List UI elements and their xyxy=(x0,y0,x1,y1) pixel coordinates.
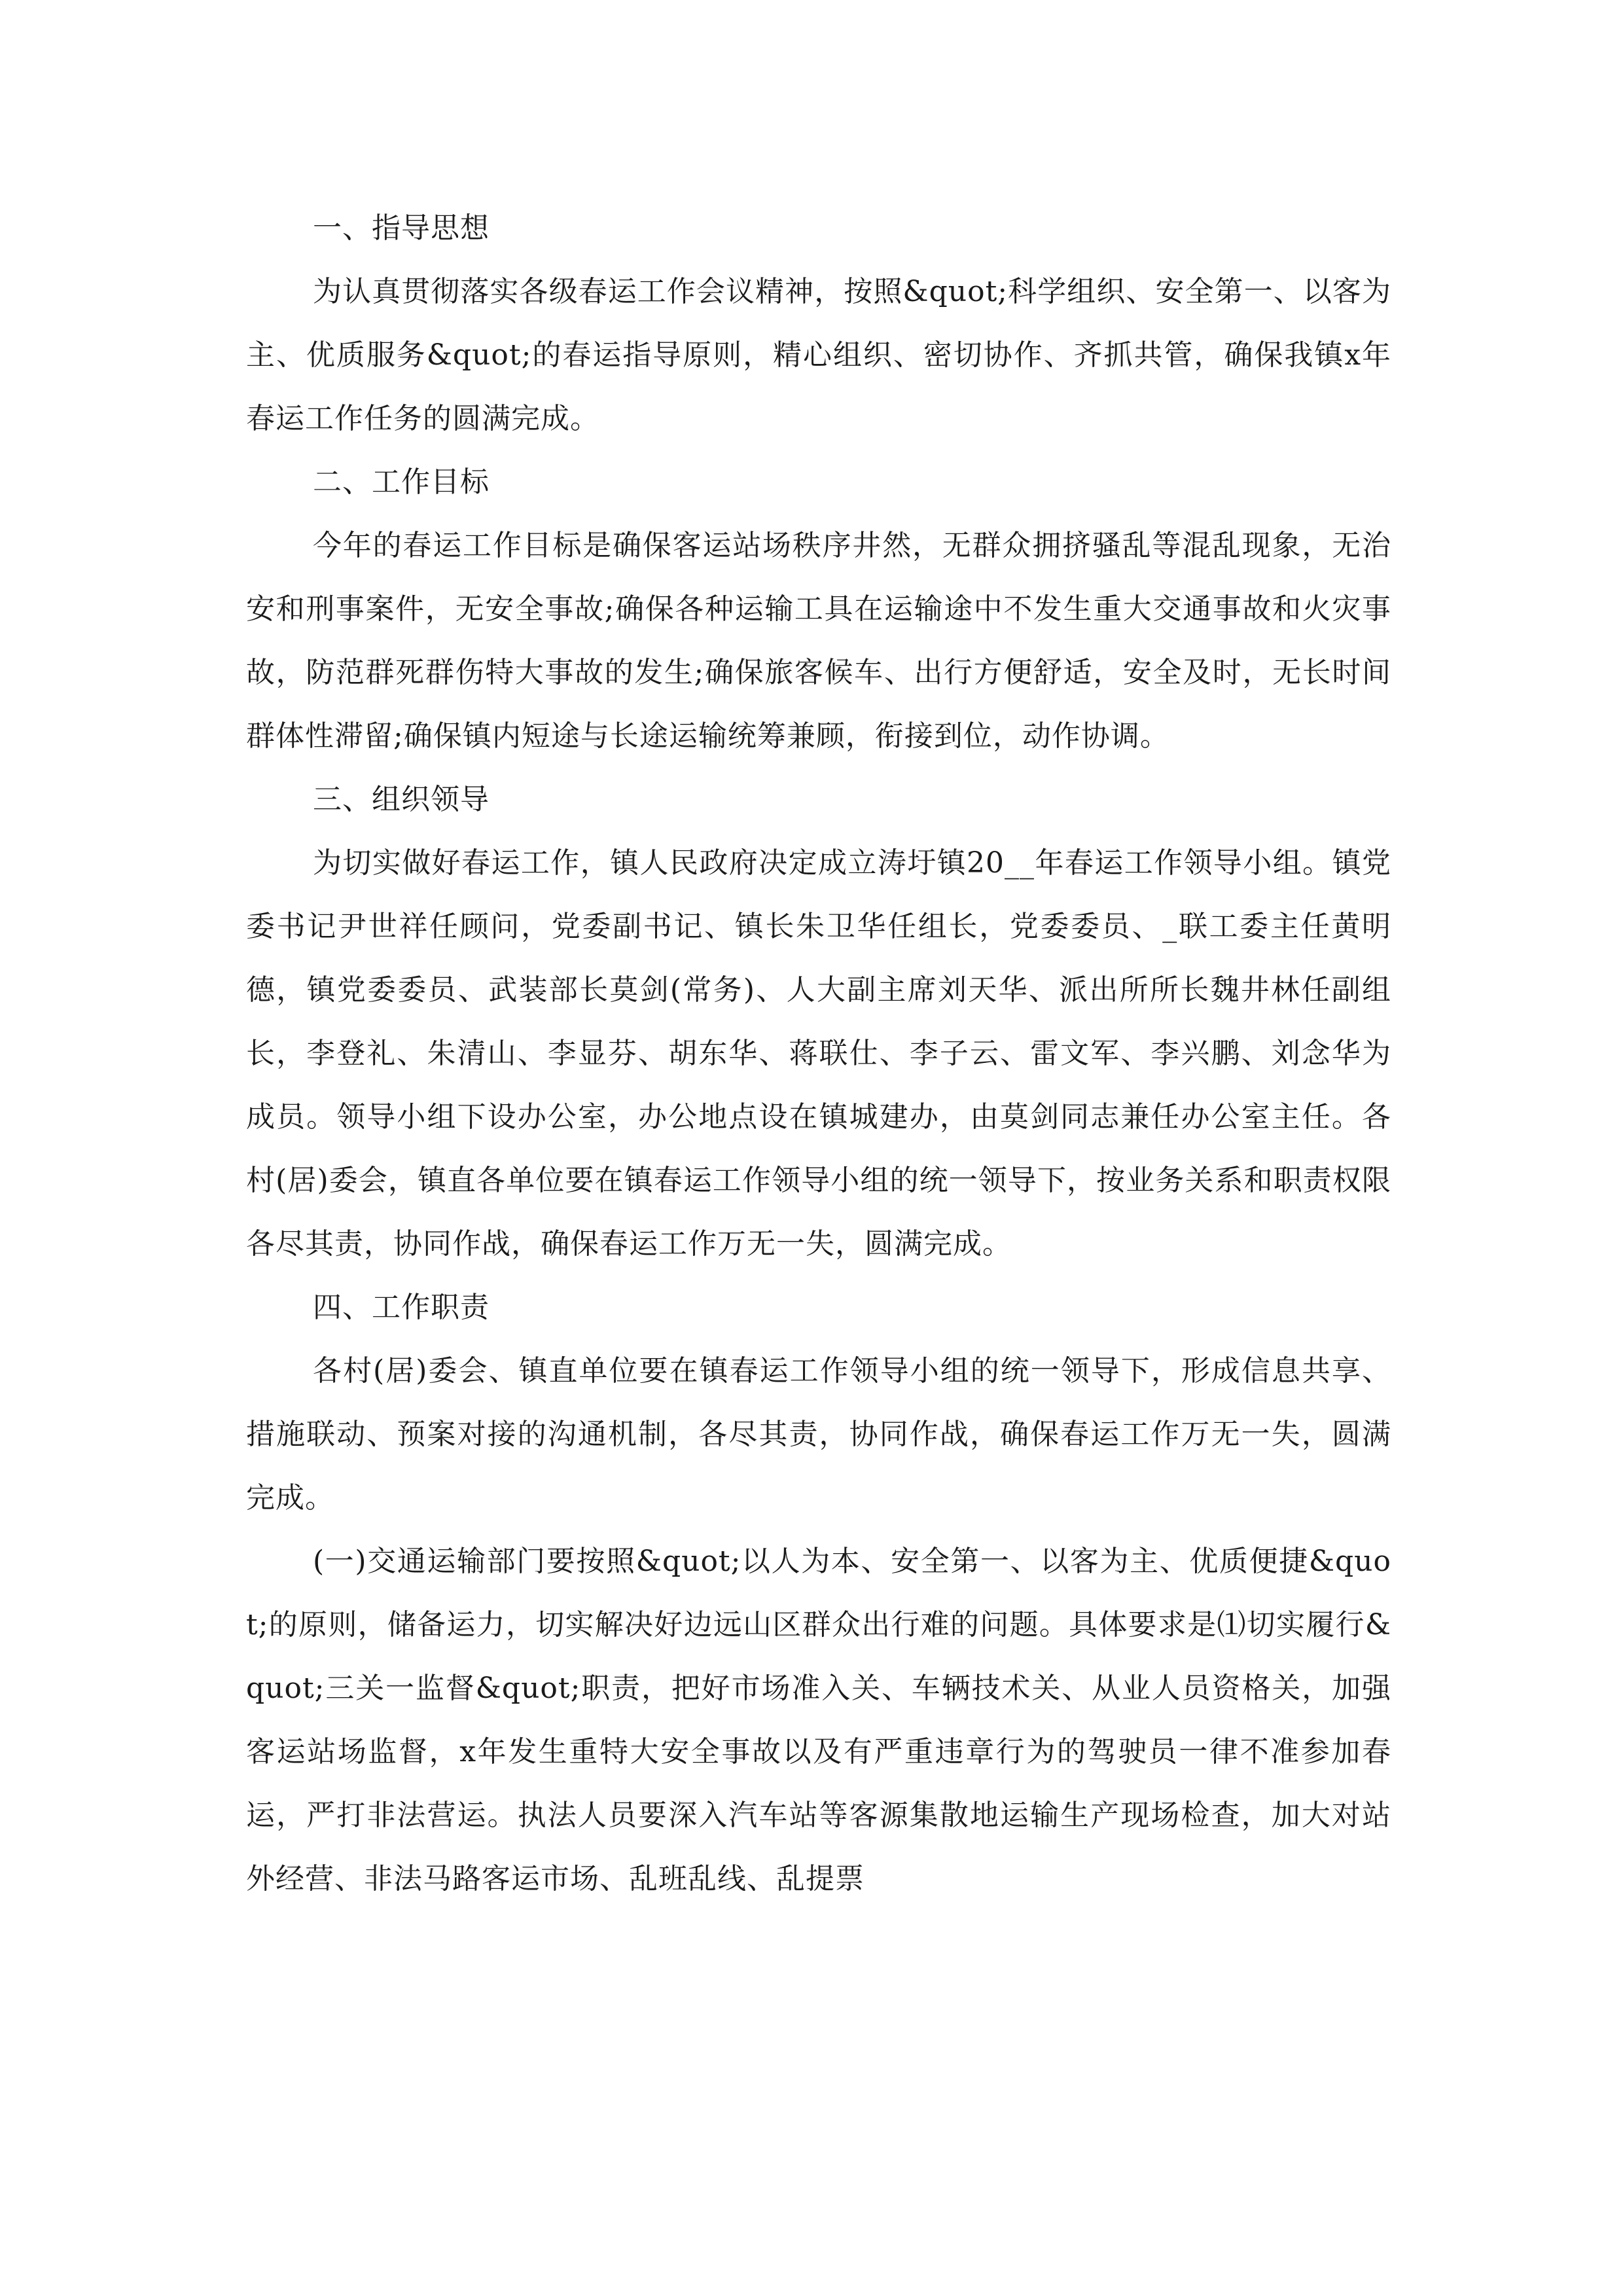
section-heading-3: 三、组织领导 xyxy=(313,783,490,816)
section-heading-1: 一、指导思想 xyxy=(313,211,490,245)
section-2-paragraph-1: 今年的春运工作目标是确保客运站场秩序井然，无群众拥挤骚乱等混乱现象，无治安和刑事案件，无安全事故;确保各种运输工具在运输途中不发生重大交通事故和火灾事故，防范群死群伤特大事故的发生;确保旅客候车、出行方便舒适，安全及时，无长时间群体性滞留;确保镇内短途与长途运输统筹兼顾，衔接到位，动作协调。 xyxy=(246,529,1391,753)
section-1-paragraph-1: 为认真贯彻落实各级春运工作会议精神，按照&quot;科学组织、安全第一、以客为主、优质服务&quot;的春运指导原则，精心组织、密切协作、齐抓共管，确保我镇x年春运工作任务的圆满完成。 xyxy=(246,275,1391,435)
section-4-paragraph-1: 各村(居)委会、镇直单位要在镇春运工作领导小组的统一领导下，形成信息共享、措施联动、预案对接的沟通机制，各尽其责，协同作战，确保春运工作万无一失，圆满完成。 xyxy=(246,1354,1391,1515)
section-heading-4: 四、工作职责 xyxy=(313,1291,490,1324)
document-page xyxy=(246,196,1391,1910)
section-3-paragraph-1: 为切实做好春运工作，镇人民政府决定成立涛圩镇20__年春运工作领导小组。镇党委书记尹世祥任顾问，党委副书记、镇长朱卫华任组长，党委委员、_联工委主任黄明德，镇党委委员、武装部长莫剑(常务)、人大副主席刘天华、派出所所长魏井林任副组长，李登礼、朱清山、李显芬、胡东华、蒋联仕、李子云、雷文军、李兴鹏、刘念华为成员。领导小组下设办公室，办公地点设在镇城建办，由莫剑同志兼任办公室主任。各村(居)委会，镇直各单位要在镇春运工作领导小组的统一领导下，按业务关系和职责权限各尽其责，协同作战，确保春运工作万无一失，圆满完成。 xyxy=(246,846,1391,1261)
section-heading-2: 二、工作目标 xyxy=(313,465,490,499)
section-4-paragraph-2: (一)交通运输部门要按照&quot;以人为本、安全第一、以客为主、优质便捷&quot;的原则，储备运力，切实解决好边远山区群众出行难的问题。具体要求是⑴切实履行&quot;三关一监督&quot;职责，把好市场准入关、车辆技术关、从业人员资格关，加强客运站场监督，x年发生重特大安全事故以及有严重违章行为的驾驶员一律不准参加春运，严打非法营运。执法人员要深入汽车站等客源集散地运输生产现场检查，加大对站外经营、非法马路客运市场、乱班乱线、乱提票 xyxy=(246,1545,1391,1895)
